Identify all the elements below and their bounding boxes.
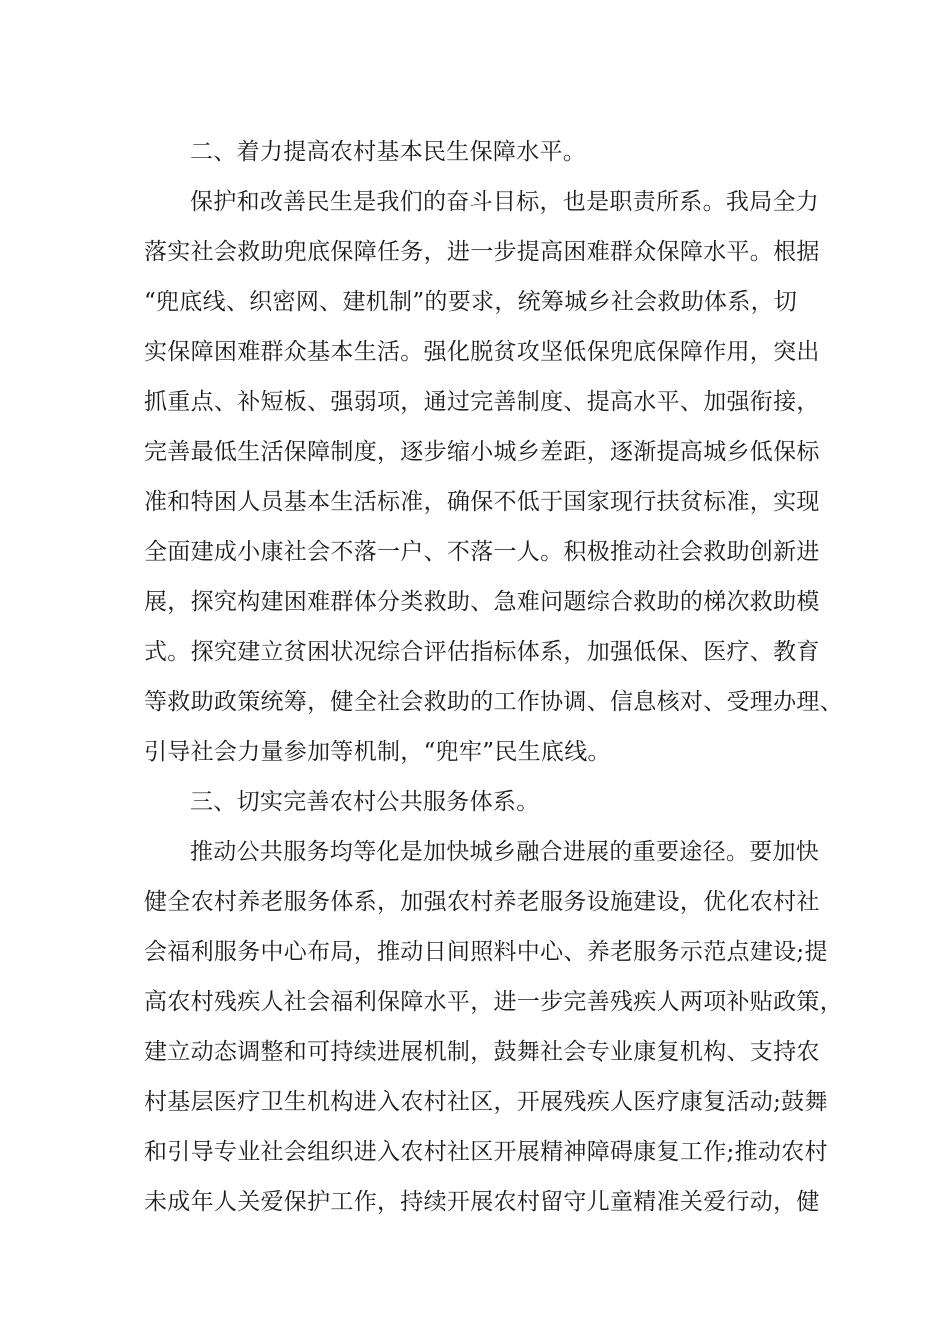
paragraph-line: 推动公共服务均等化是加快城乡融合进展的重要途径。要加快	[190, 839, 820, 865]
paragraph-line: 展，探究构建困难群体分类救助、急难问题综合救助的梯次救助模	[144, 589, 820, 615]
paragraph-line: 抓重点、补短板、强弱项，通过完善制度、提高水平、加强衔接，	[144, 389, 820, 415]
paragraph-line: 落实社会救助兜底保障任务，进一步提高困难群众保障水平。根据	[144, 239, 820, 265]
paragraph-line: 村基层医疗卫生机构进入农村社区，开展残疾人医疗康复活动;鼓舞	[144, 1089, 828, 1115]
paragraph-line: 会福利服务中心布局，推动日间照料中心、养老服务示范点建设;提	[144, 939, 828, 965]
paragraph-line: 引导社会力量参加等机制，“兜牢”民生底线。	[144, 739, 611, 765]
paragraph-line: 高农村残疾人社会福利保障水平，进一步完善残疾人两项补贴政策，	[144, 989, 843, 1015]
paragraph-line: “兜底线、织密网、建机制”的要求，统筹城乡社会救助体系，切	[144, 289, 798, 315]
section-heading-3: 三、切实完善农村公共服务体系。	[190, 789, 540, 815]
paragraph-line: 保护和改善民生是我们的奋斗目标，也是职责所系。我局全力	[190, 189, 820, 215]
paragraph-line: 建立动态调整和可持续进展机制，鼓舞社会专业康复机构、支持农	[144, 1039, 820, 1065]
paragraph-line: 未成年人关爱保护工作，持续开展农村留守儿童精准关爱行动，健	[144, 1189, 820, 1215]
paragraph-line: 实保障困难群众基本生活。强化脱贫攻坚低保兜底保障作用，突出	[144, 339, 820, 365]
paragraph-line: 等救助政策统筹，健全社会救助的工作协调、信息核对、受理办理、	[144, 689, 843, 715]
paragraph-line: 完善最低生活保障制度，逐步缩小城乡差距，逐渐提高城乡低保标	[144, 439, 820, 465]
paragraph-line: 健全农村养老服务体系，加强农村养老服务设施建设，优化农村社	[144, 889, 820, 915]
paragraph-line: 和引导专业社会组织进入农村社区开展精神障碍康复工作;推动农村	[144, 1139, 828, 1165]
section-heading-2: 二、着力提高农村基本民生保障水平。	[190, 139, 587, 165]
paragraph-line: 全面建成小康社会不落一户、不落一人。积极推动社会救助创新进	[144, 539, 820, 565]
paragraph-line: 准和特困人员基本生活标准，确保不低于国家现行扶贫标准，实现	[144, 489, 820, 515]
paragraph-line: 式。探究建立贫困状况综合评估指标体系，加强低保、医疗、教育	[144, 639, 820, 665]
